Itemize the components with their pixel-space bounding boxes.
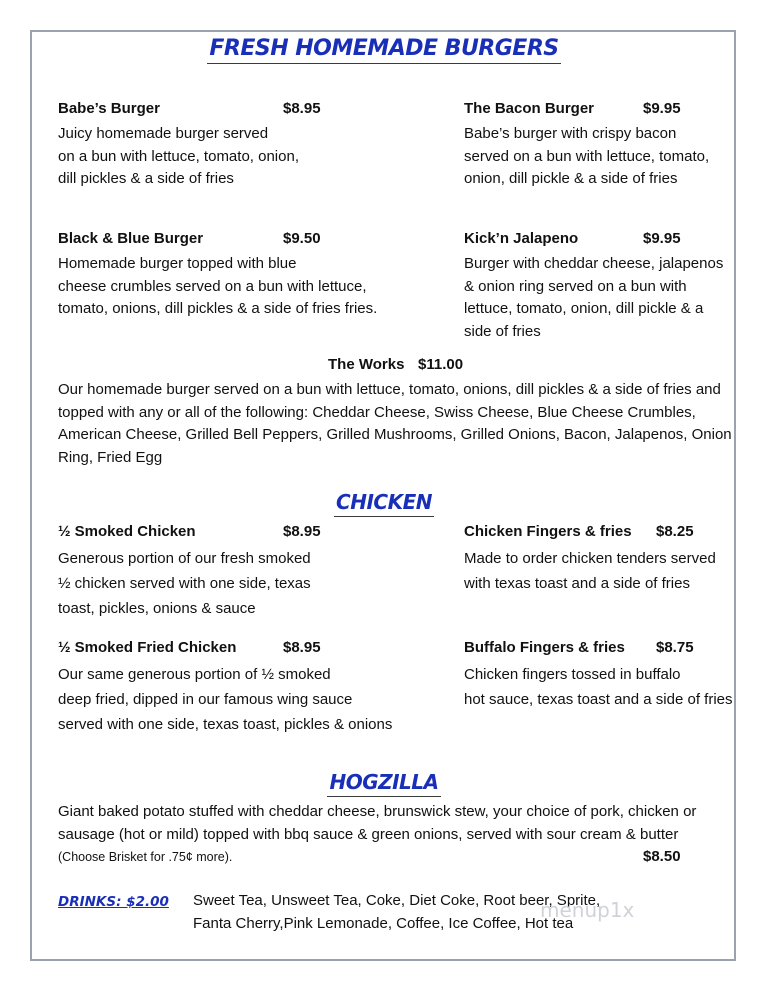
item-price: $8.75 bbox=[656, 639, 694, 656]
item-description: Burger with cheddar cheese, jalapenos & onion ring served on a bun with lettuce, tomato, onion, dill pickle & a side of fries bbox=[464, 255, 724, 340]
item-description: Generous portion of our fresh smoked ½ chicken served with one side, texas toast, pickles, onions & sauce bbox=[58, 550, 311, 617]
item-description: Chicken fingers tossed in buffalo hot sauce, texas toast and a side of fries bbox=[464, 666, 733, 708]
item-price: $8.95 bbox=[283, 523, 321, 540]
item-description: Babe’s burger with crispy bacon served on a bun with lettuce, tomato, onion, dill pickle & a side of fries bbox=[464, 125, 710, 187]
item-name: Black & Blue Burger bbox=[58, 230, 204, 247]
item-price: $8.25 bbox=[656, 523, 694, 540]
item-description: Our same generous portion of ½ smoked deep fried, dipped in our famous wing sauce served with one side, texas toast, pickles & onions bbox=[58, 666, 393, 733]
item-description: Our homemade burger served on a bun with lettuce, tomato, onions, dill pickles & a side of fries and topped with any or all of the following: Cheddar Cheese, Swiss Cheese, Blue Cheese Crumbles, American Cheese, Grilled Bell Peppers, Grilled Mushrooms, Grilled Onions, Bacon, Jalapenos, Onion Ring, Fried Egg bbox=[58, 381, 732, 466]
hogzilla-title: HOGZILLA bbox=[327, 770, 440, 797]
hogzilla-note: (Choose Brisket for .75¢ more). bbox=[58, 850, 233, 864]
item-name: Babe’s Burger bbox=[58, 100, 160, 117]
item-name: ½ Smoked Fried Chicken bbox=[58, 639, 237, 656]
hogzilla-price: $8.50 bbox=[643, 848, 681, 865]
item-name: ½ Smoked Chicken bbox=[58, 523, 196, 540]
hogzilla-section bbox=[0, 770, 768, 797]
item-name: The Bacon Burger bbox=[464, 100, 595, 117]
item-price: $8.95 bbox=[283, 100, 321, 117]
drinks-label: DRINKS: $2.00 bbox=[58, 894, 169, 910]
chicken-title: CHICKEN bbox=[334, 490, 434, 517]
item-description: Homemade burger topped with blue cheese crumbles served on a bun with lettuce, tomato, onions, dill pickles & a side of fries fries. bbox=[58, 255, 378, 317]
item-name: Kick’n Jalapeno bbox=[464, 230, 579, 247]
item-price: $8.95 bbox=[283, 639, 321, 656]
item-description: Juicy homemade burger served on a bun with lettuce, tomato, onion, dill pickles & a side of fries bbox=[58, 125, 299, 187]
watermark-logo: menup1x bbox=[540, 898, 635, 922]
chicken-section bbox=[0, 490, 768, 517]
item-price: $9.95 bbox=[643, 230, 681, 247]
item-name: Chicken Fingers & fries bbox=[464, 523, 632, 540]
item-price: $11.00 bbox=[418, 356, 464, 373]
burgers-title: FRESH HOMEMADE BURGERS bbox=[207, 36, 560, 64]
item-price: $9.50 bbox=[283, 230, 321, 247]
item-name: Buffalo Fingers & fries bbox=[464, 639, 625, 656]
item-name: The Works bbox=[328, 356, 405, 373]
drinks-list: Sweet Tea, Unsweet Tea, Coke, Diet Coke, Root beer, Sprite, Fanta Cherry,Pink Lemonade, Coffee, Ice Coffee, Hot tea bbox=[193, 892, 601, 932]
item-price: $9.95 bbox=[643, 100, 681, 117]
item-description: Made to order chicken tenders served with texas toast and a side of fries bbox=[464, 550, 716, 592]
hogzilla-description: Giant baked potato stuffed with cheddar cheese, brunswick stew, your choice of pork, chicken or sausage (hot or mild) topped with bbq sauce & green onions, served with sour cream & butter bbox=[58, 803, 697, 843]
burgers-section bbox=[0, 36, 768, 64]
